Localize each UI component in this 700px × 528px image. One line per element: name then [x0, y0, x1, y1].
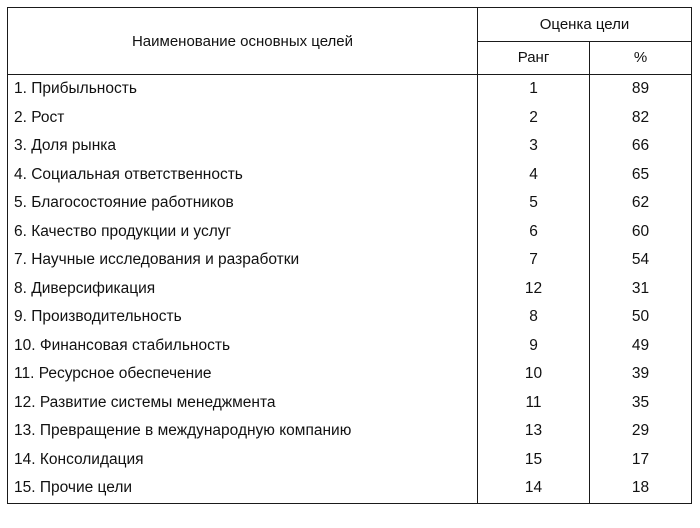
percent-cell: 50	[590, 303, 692, 332]
table-body	[8, 75, 692, 504]
rank-cell: 5	[478, 189, 590, 218]
goal-name-column-header: Наименование основных целей	[8, 8, 478, 75]
percent-cell: 49	[590, 332, 692, 361]
goal-name-cell: 11. Ресурсное обеспечение	[8, 360, 478, 389]
percent-cell: 29	[590, 417, 692, 446]
percent-cell: 82	[590, 104, 692, 133]
percent-cell: 65	[590, 161, 692, 190]
table-row	[8, 303, 692, 332]
rank-cell: 6	[478, 218, 590, 247]
table-row	[8, 132, 692, 161]
percent-cell: 54	[590, 246, 692, 275]
rank-column-header: Ранг	[478, 41, 590, 75]
rank-cell: 3	[478, 132, 590, 161]
percent-cell: 62	[590, 189, 692, 218]
goals-table	[7, 7, 692, 504]
table-row	[8, 417, 692, 446]
rank-cell: 2	[478, 104, 590, 133]
goal-name-cell: 8. Диверсификация	[8, 275, 478, 304]
table-row	[8, 75, 692, 104]
rank-cell: 14	[478, 474, 590, 503]
percent-cell: 18	[590, 474, 692, 503]
goal-name-cell: 15. Прочие цели	[8, 474, 478, 503]
rank-cell: 15	[478, 446, 590, 475]
table-row	[8, 218, 692, 247]
goal-name-cell: 3. Доля рынка	[8, 132, 478, 161]
rank-cell: 8	[478, 303, 590, 332]
rank-cell: 11	[478, 389, 590, 418]
table-row	[8, 446, 692, 475]
goal-evaluation-group-header: Оценка цели	[478, 8, 692, 42]
rank-cell: 12	[478, 275, 590, 304]
table-row	[8, 474, 692, 503]
percent-cell: 66	[590, 132, 692, 161]
goal-name-cell: 7. Научные исследования и разработки	[8, 246, 478, 275]
percent-cell: 60	[590, 218, 692, 247]
goal-name-cell: 13. Превращение в международную компанию	[8, 417, 478, 446]
table-row	[8, 389, 692, 418]
table-row	[8, 161, 692, 190]
goal-name-cell: 2. Рост	[8, 104, 478, 133]
table-row	[8, 360, 692, 389]
goal-name-cell: 10. Финансовая стабильность	[8, 332, 478, 361]
table-row	[8, 189, 692, 218]
percent-column-header: %	[590, 41, 692, 75]
goal-name-cell: 9. Производительность	[8, 303, 478, 332]
rank-cell: 1	[478, 75, 590, 104]
rank-cell: 10	[478, 360, 590, 389]
table-row	[8, 332, 692, 361]
goal-name-cell: 14. Консолидация	[8, 446, 478, 475]
percent-cell: 17	[590, 446, 692, 475]
rank-cell: 9	[478, 332, 590, 361]
rank-cell: 4	[478, 161, 590, 190]
table-header	[8, 8, 692, 75]
goal-name-cell: 4. Социальная ответственность	[8, 161, 478, 190]
table-row	[8, 275, 692, 304]
percent-cell: 39	[590, 360, 692, 389]
table-row	[8, 246, 692, 275]
percent-cell: 35	[590, 389, 692, 418]
rank-cell: 7	[478, 246, 590, 275]
goal-name-cell: 1. Прибыльность	[8, 75, 478, 104]
rank-cell: 13	[478, 417, 590, 446]
goal-name-cell: 12. Развитие системы менеджмента	[8, 389, 478, 418]
percent-cell: 31	[590, 275, 692, 304]
percent-cell: 89	[590, 75, 692, 104]
goals-table-container	[7, 7, 691, 504]
goal-name-cell: 5. Благосостояние работников	[8, 189, 478, 218]
goal-name-cell: 6. Качество продукции и услуг	[8, 218, 478, 247]
table-row	[8, 104, 692, 133]
